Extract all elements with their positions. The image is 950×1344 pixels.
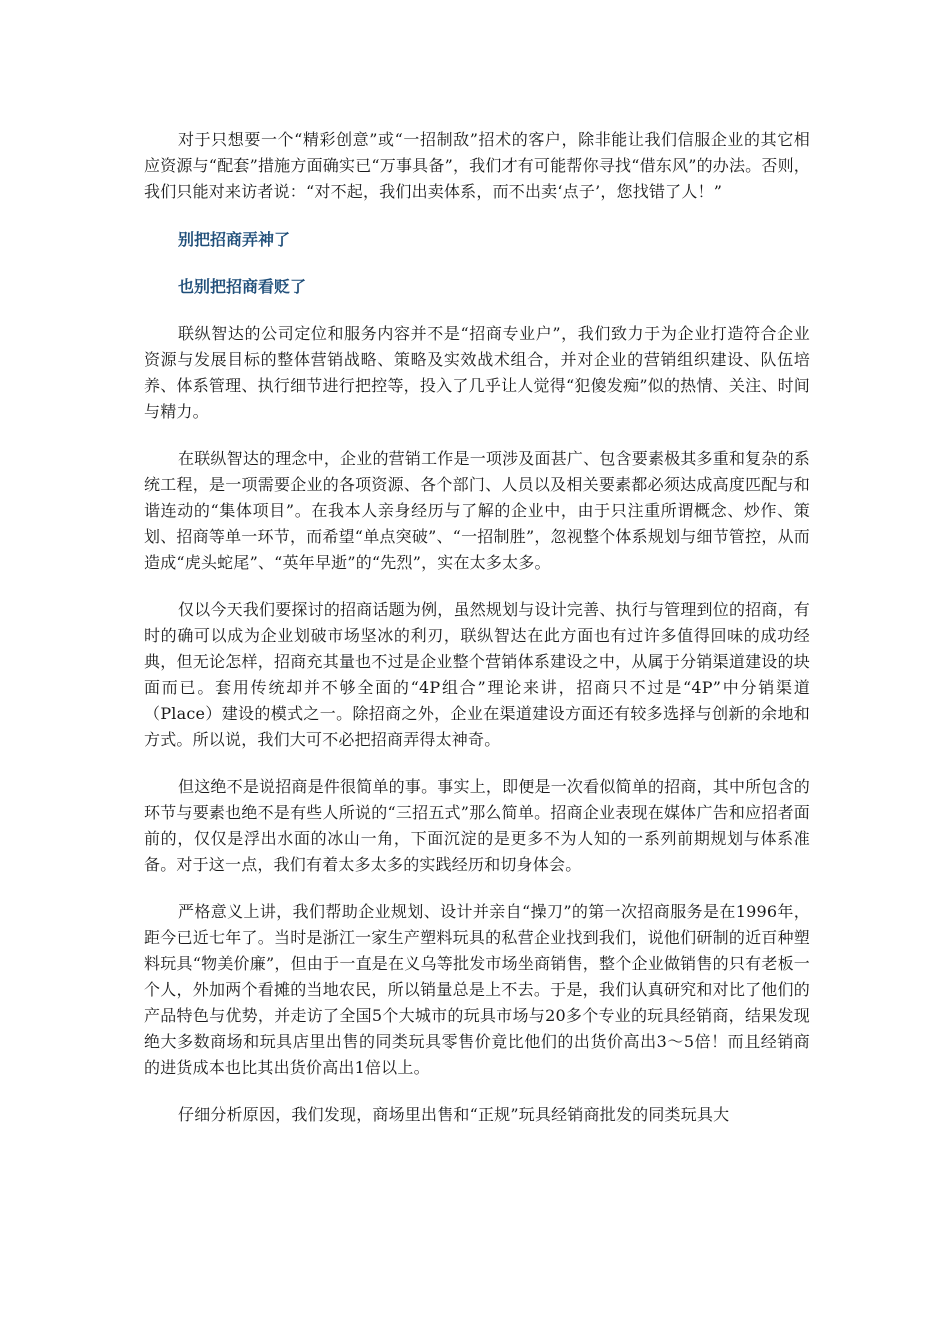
paragraph-1: 对于只想要一个“精彩创意”或“一招制敌”招术的客户，除非能让我们信服企业的其它相应资源与“配套”措施方面确实已“万事具备”，我们才有可能帮你寻找“借东风”的办法。否则，我们只能对来访者说：“对不起，我们出卖体系，而不出卖‘点子’，您找错了人！” xyxy=(144,130,810,201)
paragraph-2: 联纵智达的公司定位和服务内容并不是“招商专业户”，我们致力于为企业打造符合企业资源与发展目标的整体营销战略、策略及实效战术组合，并对企业的营销组织建设、队伍培养、体系管理、执行细节进行把控等，投入了几乎让人觉得“犯傻发痴”似的热情、关注、时间与精力。 xyxy=(144,324,810,421)
paragraph-7: 仔细分析原因，我们发现，商场里出售和“正规”玩具经销商批发的同类玩具大 xyxy=(178,1105,730,1124)
paragraph-5: 但这绝不是说招商是件很简单的事。事实上，即便是一次看似简单的招商，其中所包含的环节与要素也绝不是有些人所说的“三招五式”那么简单。招商企业表现在媒体广告和应招者面前的，仅仅是浮出水面的冰山一角，下面沉淀的是更多不为人知的一系列前期规划与体系准备。对于这一点，我们有着太多太多的实践经历和切身体会。 xyxy=(144,777,810,874)
paragraph-gap xyxy=(144,425,810,446)
paragraph-gap xyxy=(144,753,810,774)
section-heading-1: 别把招商弄神了 xyxy=(178,230,291,249)
paragraph-gap xyxy=(144,1081,810,1102)
paragraph-gap xyxy=(144,253,810,274)
paragraph-4: 仅以今天我们要探讨的招商话题为例，虽然规划与设计完善、执行与管理到位的招商，有时的确可以成为企业划破市场坚冰的利刃，联纵智达在此方面也有过许多值得回味的成功经典，但无论怎样，招商充其量也不过是企业整个营销体系建设之中，从属于分销渠道建设的块面而已。套用传统却并不够全面的“4P组合”理论来讲，招商只不过是“4P”中分销渠道（Place）建设的模式之一。除招商之外，企业在渠道建设方面还有较多选择与创新的余地和方式。所以说，我们大可不必把招商弄得太神奇。 xyxy=(144,600,810,749)
document-page xyxy=(144,127,810,1128)
paragraph-gap xyxy=(144,878,810,899)
paragraph-gap xyxy=(144,300,810,321)
paragraph-6: 严格意义上讲，我们帮助企业规划、设计并亲自“操刀”的第一次招商服务是在1996年，距今已近七年了。当时是浙江一家生产塑料玩具的私营企业找到我们，说他们研制的近百种塑料玩具“物美价廉”，但由于一直是在义乌等批发市场坐商销售，整个企业做销售的只有老板一个人，外加两个看摊的当地农民，所以销量总是上不去。于是，我们认真研究和对比了他们的产品特色与优势，并走访了全国5个大城市的玩具市场与20多个专业的玩具经销商，结果发现绝大多数商场和玩具店里出售的同类玩具零售价竟比他们的出货价高出3～5倍！而且经销商的进货成本也比其出货价高出1倍以上。 xyxy=(144,902,810,1077)
paragraph-3: 在联纵智达的理念中，企业的营销工作是一项涉及面甚广、包含要素极其多重和复杂的系统工程，是一项需要企业的各项资源、各个部门、人员以及相关要素都必须达成高度匹配与和谐连动的“集体项目”。在我本人亲身经历与了解的企业中，由于只注重所谓概念、炒作、策划、招商等单一环节，而希望“单点突破”、“一招制胜”，忽视整个体系规划与细节管控，从而造成“虎头蛇尾”、“英年早逝”的“先烈”，实在太多太多。 xyxy=(144,449,810,572)
section-heading-2: 也别把招商看贬了 xyxy=(178,277,307,296)
paragraph-gap xyxy=(144,205,810,227)
paragraph-gap xyxy=(144,576,810,597)
